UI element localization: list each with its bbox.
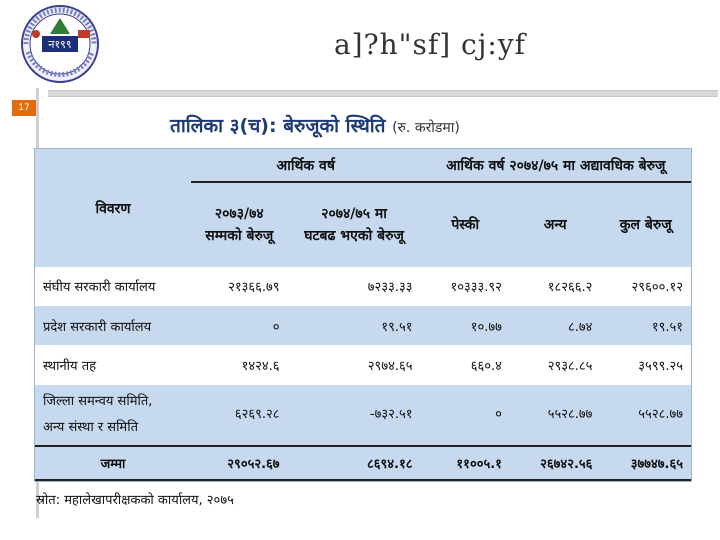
row-label-line1: जिल्ला समन्वय समिति, [43, 394, 153, 409]
table-caption [170, 112, 530, 140]
header-2073-74-line2: सम्मको बेरुजू [205, 228, 274, 244]
table-caption-text: तालिका ३(च): बेरुजूको स्थिति [170, 115, 386, 137]
table-row [35, 267, 691, 306]
total-value: २६७४२.५६ [510, 446, 601, 480]
header-2074-75-line1: २०७४/७५ मा [321, 206, 387, 222]
svg-text:न१९९: न१९९ [48, 38, 72, 51]
total-value: ११००५.१ [421, 446, 510, 480]
cell-value: ५५२८.७७ [510, 385, 601, 446]
cell-value: १४२४.६ [191, 345, 288, 384]
header-description: विवरण [95, 200, 131, 217]
header-total-arrears: कुल बेरुजू [619, 217, 672, 233]
cell-value: -७३२.५१ [288, 385, 421, 446]
cell-value: २१३६६.७९ [191, 267, 288, 306]
cell-value: १९.५१ [288, 306, 421, 345]
table-row [35, 385, 691, 446]
table-header-row [35, 149, 691, 182]
total-value: ३७७४७.६५ [600, 446, 691, 480]
cell-value: १०.७७ [421, 306, 510, 345]
total-value: ८६९४.१८ [288, 446, 421, 480]
cell-value: ० [191, 306, 288, 345]
arrears-table-container [34, 148, 692, 482]
arrears-table [35, 149, 691, 481]
cell-value: ६६०.४ [421, 345, 510, 384]
slide-title: a]?h"sf] cj:yf [333, 28, 527, 61]
table-unit: (रु. करोडमा) [392, 120, 460, 136]
cell-value: ३५९९.२५ [600, 345, 691, 384]
row-label: प्रदेश सरकारी कार्यालय [35, 306, 191, 345]
table-total-row [35, 446, 691, 480]
total-label: जम्मा [35, 446, 191, 480]
cell-value: ६२६९.२८ [191, 385, 288, 446]
header-current-year-group: आर्थिक वर्ष २०७४/७५ मा अद्यावधिक बेरुजू [421, 149, 692, 182]
table-source-note: स्रोत: महालेखापरीक्षकको कार्यालय, २०७५ [36, 493, 234, 508]
cell-value: २९६००.१२ [600, 267, 691, 306]
row-label [35, 385, 191, 446]
header-2074-75 [288, 182, 421, 267]
college-seal-logo [6, 4, 114, 84]
header-fiscal-year-group: आर्थिक वर्ष [191, 149, 421, 182]
header-advance: पेस्की [451, 217, 480, 233]
cell-value: १०३३३.९२ [421, 267, 510, 306]
cell-value: १९.५१ [600, 306, 691, 345]
total-value: २९०५२.६७ [191, 446, 288, 480]
slide-number: 17 [12, 100, 36, 116]
header-2073-74 [191, 182, 288, 267]
table-row [35, 345, 691, 384]
cell-value: ० [421, 385, 510, 446]
row-label-line2: अन्य संस्था र समिति [43, 420, 138, 435]
cell-value: ५५२८.७७ [600, 385, 691, 446]
cell-value: १८२६६.२ [510, 267, 601, 306]
header-2074-75-line2: घटबढ भएको बेरुजू [304, 228, 404, 244]
header-other: अन्य [543, 217, 567, 233]
cell-value: ८.७४ [510, 306, 601, 345]
cell-value: २९७४.६५ [288, 345, 421, 384]
row-label: संघीय सरकारी कार्यालय [35, 267, 191, 306]
header-2073-74-line1: २०७३/७४ [214, 206, 264, 222]
table-row [35, 306, 691, 345]
cell-value: ७२३३.३३ [288, 267, 421, 306]
title-divider [48, 90, 718, 97]
cell-value: २९३८.८५ [510, 345, 601, 384]
row-label: स्थानीय तह [35, 345, 191, 384]
